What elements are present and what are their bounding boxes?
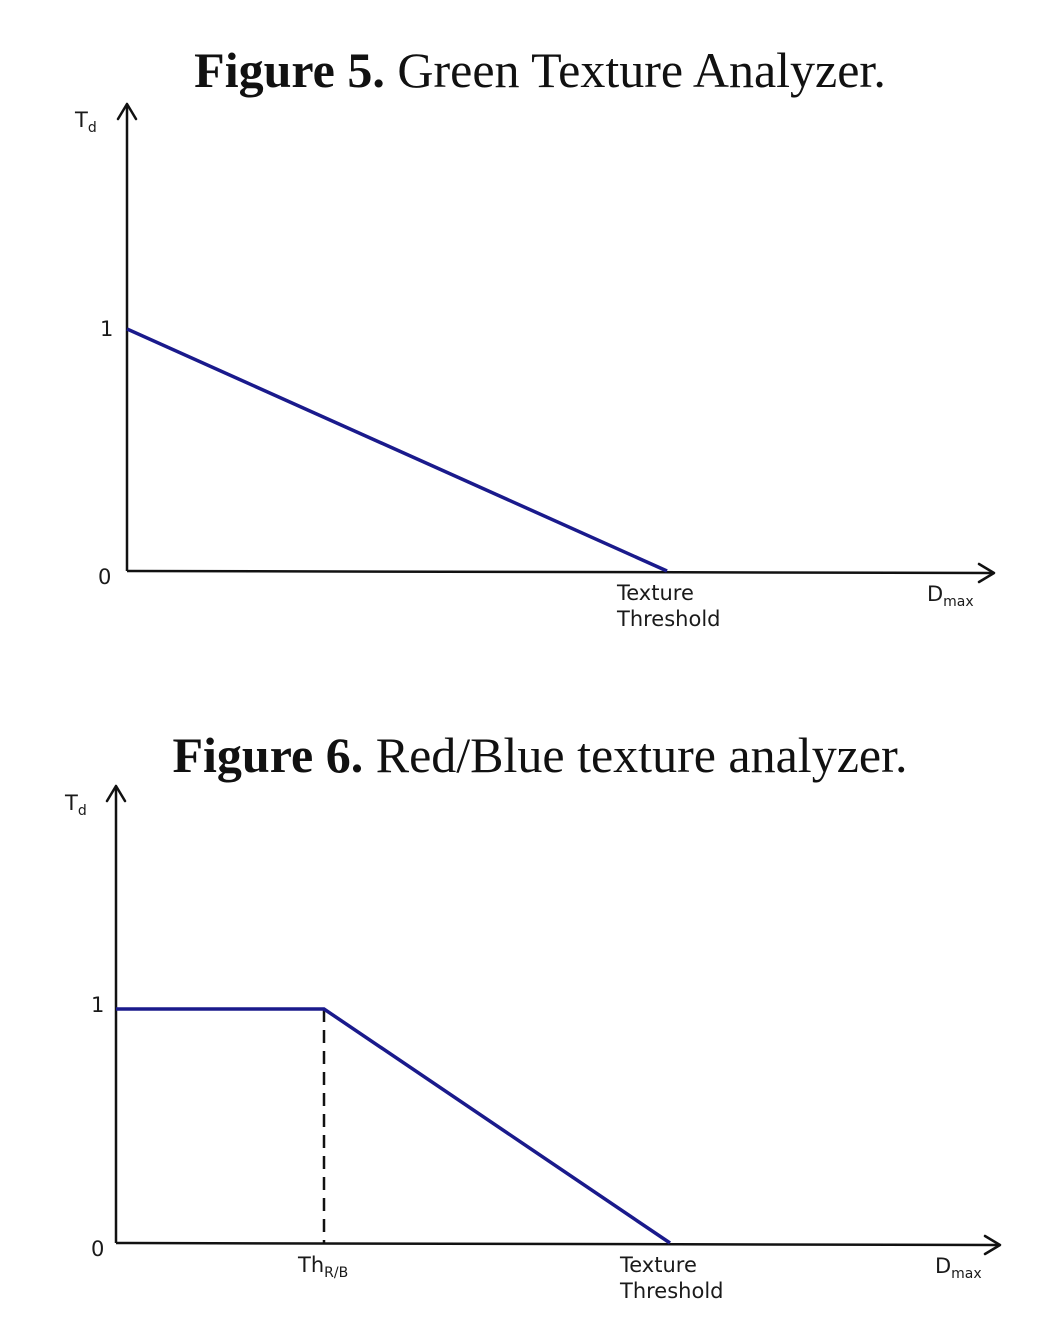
- figure-5-title: [194, 42, 886, 98]
- figure-6-y-tick-1: 1: [91, 993, 105, 1017]
- figure-5-y-tick-1: 1: [100, 317, 114, 341]
- figure-6-y-tick-0: 0: [91, 1237, 105, 1261]
- figure-6-x-tick-threshold-line2: Threshold: [620, 1279, 724, 1303]
- figure-5: [74, 42, 994, 631]
- figure-6-curve: [116, 1009, 670, 1243]
- figure-6-x-tick-th: [297, 1253, 348, 1281]
- figure-5-x-axis-label-main: D: [927, 582, 944, 606]
- figure-6-x-tick-th-main: Th: [298, 1253, 325, 1277]
- figure-5-x-tick-threshold-line1: Texture: [617, 581, 694, 605]
- figure-5-y-axis-label: [74, 108, 97, 136]
- figure-6-title-number: Figure 6.: [172, 727, 364, 783]
- figure-5-y-tick-0: 0: [98, 565, 112, 589]
- figure-6-title: [173, 727, 908, 783]
- figure-6-x-tick-th-sub: R/B: [324, 1265, 349, 1281]
- figure-6-x-axis-label: [935, 1254, 982, 1282]
- figure-5-y-axis-label-sub: d: [87, 120, 97, 136]
- figure-5-x-tick-threshold-line2: Threshold: [617, 607, 721, 631]
- figure-5-curve: [127, 329, 667, 571]
- figure-6-x-axis-label-sub: max: [951, 1266, 982, 1282]
- figure-6-y-axis-label-sub: d: [77, 803, 87, 819]
- figure-6-y-axis-label-main: T: [65, 791, 78, 815]
- figure-6-x-axis: [116, 1243, 999, 1245]
- figure-6-title-text: Red/Blue texture analyzer.: [363, 727, 908, 783]
- figure-5-x-axis: [127, 571, 993, 573]
- figure-6-y-axis-label: [64, 791, 87, 819]
- figure-6: [64, 727, 1000, 1303]
- figure-5-x-axis-label: [927, 582, 974, 610]
- figure-6-x-tick-threshold-line1: Texture: [620, 1253, 697, 1277]
- figure-5-title-number: Figure 5.: [194, 42, 385, 98]
- figure-5-y-axis-label-main: T: [75, 108, 88, 132]
- figure-6-x-axis-label-main: D: [935, 1254, 952, 1278]
- figure-5-title-text: Green Texture Analyzer.: [384, 42, 886, 98]
- figure-5-x-axis-label-sub: max: [943, 594, 974, 610]
